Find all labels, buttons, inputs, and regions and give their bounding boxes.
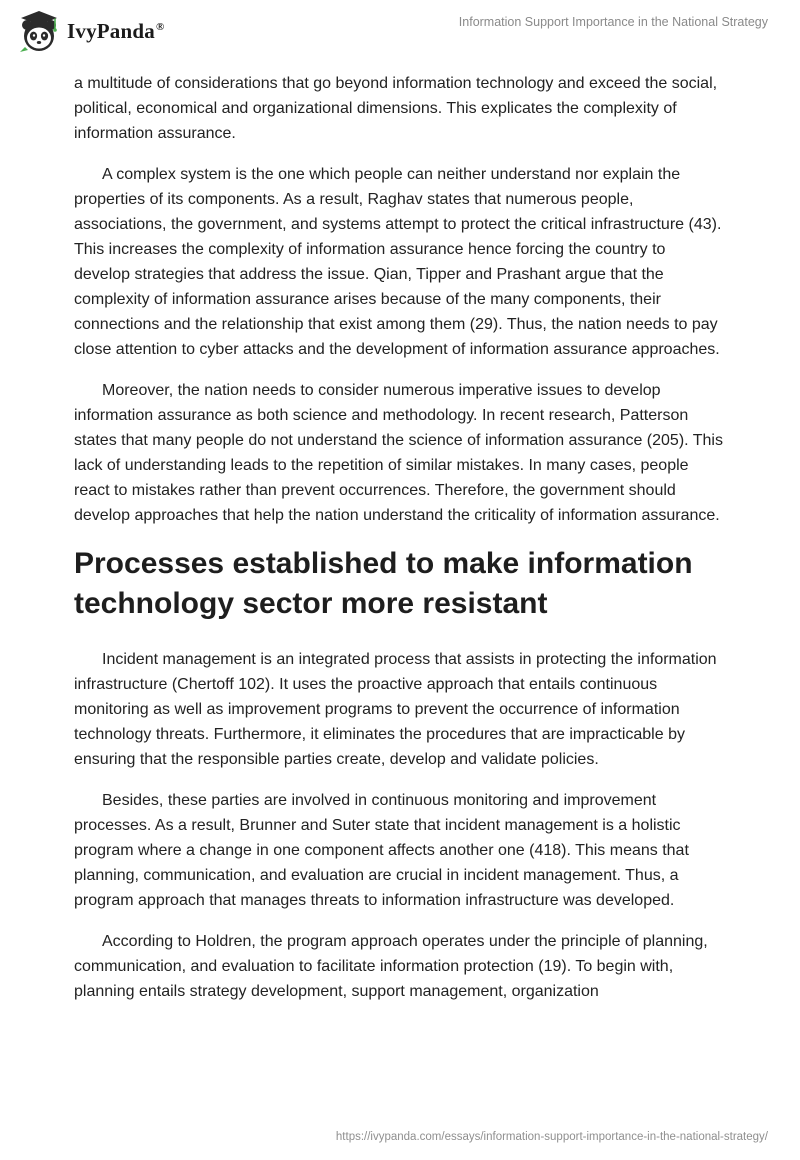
ivypanda-logo[interactable] bbox=[16, 9, 164, 53]
paragraph: Incident management is an integrated process that assists in protecting the information infrastructure (Chertoff 102). It uses the proactive approach that entails continuous monitoring as well as improvement programs to prevent the occurrence of information technology threats. Furthermore, it eliminates the procedures that are impracticable by ensuring that the responsible parties create, develop and validate policies. bbox=[74, 651, 717, 768]
section-heading: Processes established to make information technology sector more resistant bbox=[74, 547, 693, 620]
paragraph: a multitude of considerations that go beyond information technology and exceed the social, political, economical and organizational dimensions. This explicates the complexity of information assurance. bbox=[74, 75, 718, 142]
paragraph: According to Holdren, the program approach operates under the principle of planning, communication, and evaluation to facilitate information protection (19). To begin with, planning entails strategy development, support management, organization bbox=[74, 933, 708, 1000]
essay-body bbox=[74, 71, 724, 1020]
paragraph: Besides, these parties are involved in continuous monitoring and improvement processes. As a result, Brunner and Suter state that incident management is a holistic program where a change in one component affects another one (418). This means that planning, communication, and evaluation are crucial in incident management. Thus, a program approach that manages threats to information infrastructure was developed. bbox=[74, 792, 689, 909]
document-title: Information Support Importance in the National Strategy bbox=[458, 15, 768, 29]
page-header bbox=[0, 0, 800, 64]
paragraph: Moreover, the nation needs to consider numerous imperative issues to develop information assurance as both science and methodology. In recent research, Patterson states that many people do not understand the science of information assurance (205). This lack of understanding leads to the repetition of similar mistakes. In many cases, people react to mistakes rather than prevent occurrences. Therefore, the government should develop approaches that help the nation understand the criticality of information assurance. bbox=[74, 382, 723, 524]
panda-graduate-icon bbox=[16, 9, 62, 53]
logo-text: IvyPanda® bbox=[67, 18, 165, 43]
paragraph: A complex system is the one which people can neither understand nor explain the properties of its components. As a result, Raghav states that numerous people, associations, the government, and systems attempt to protect the critical infrastructure (43). This increases the complexity of information assurance hence forcing the country to develop strategies that address the issue. Qian, Tipper and Prashant argue that the complexity of information assurance arises because of the many components, their connections and the relationship that exist among them (29). Thus, the nation needs to pay close attention to cyber attacks and the development of information assurance approaches. bbox=[74, 166, 722, 358]
source-url[interactable]: https://ivypanda.com/essays/information-support-importance-in-the-national-strategy/ bbox=[335, 1131, 768, 1143]
